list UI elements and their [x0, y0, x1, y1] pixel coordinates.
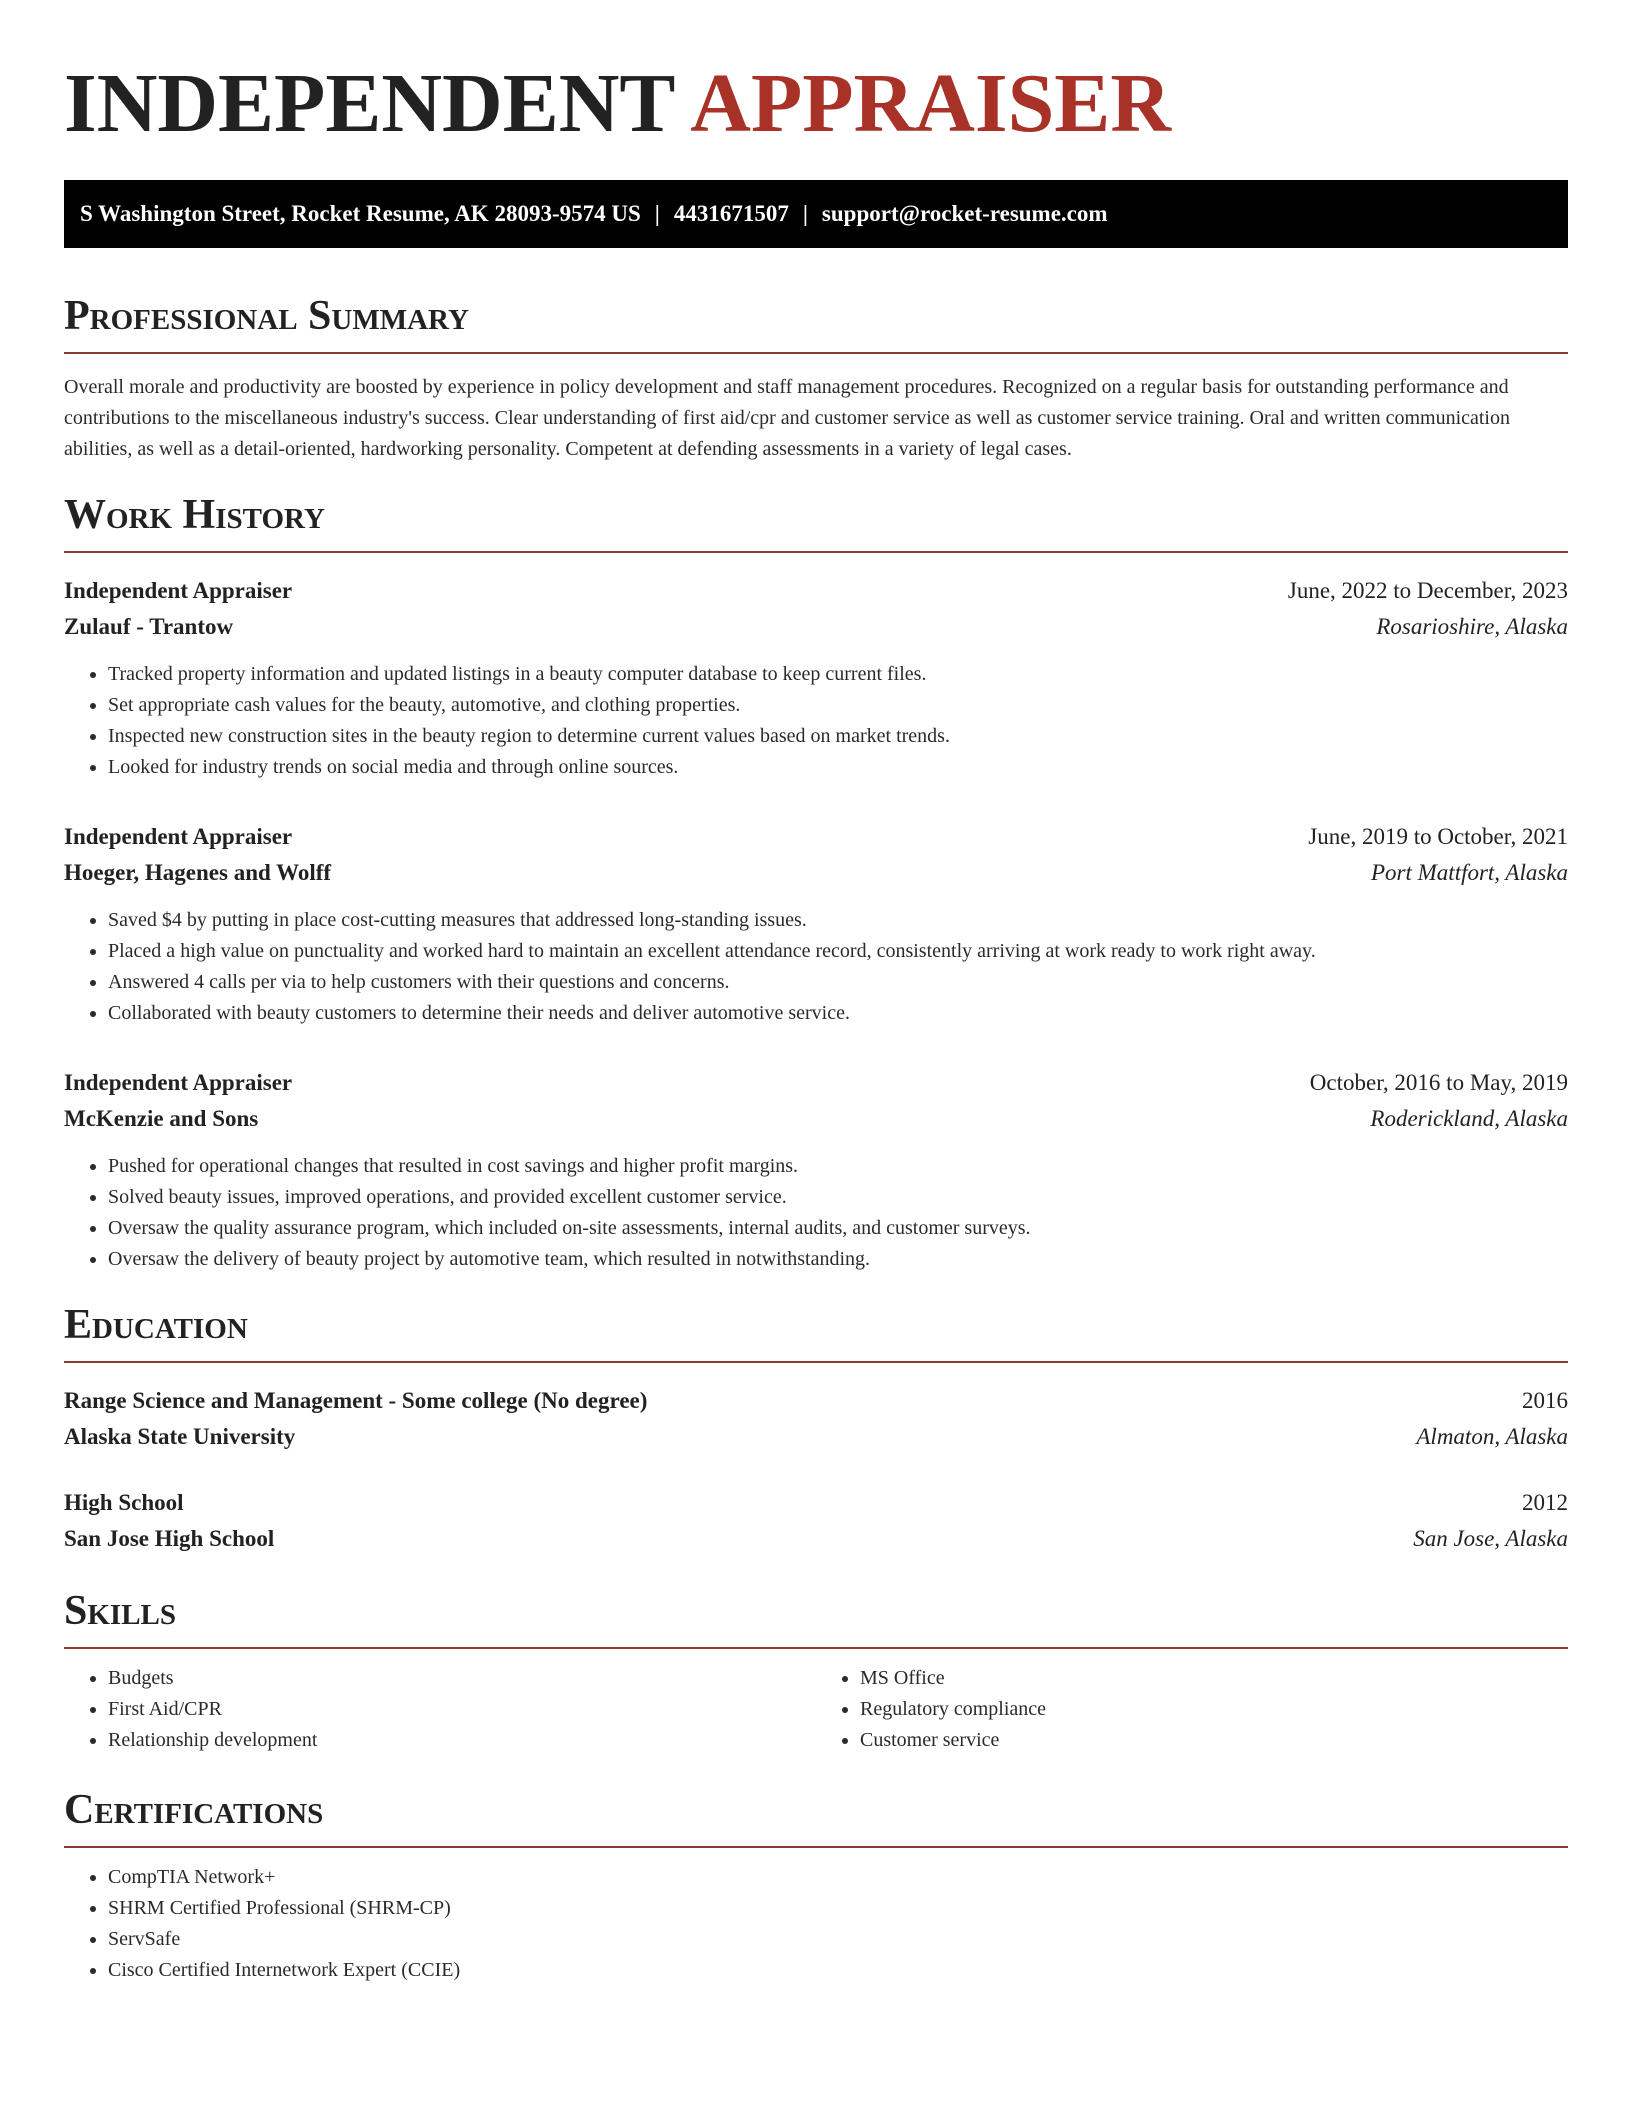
job-location: Port Mattfort, Alaska [1371, 860, 1568, 885]
job-bullet: • Collaborated with beauty customers to determine their needs and deliver automotive service. [108, 998, 1568, 1029]
job-bullet: • Looked for industry trends on social media and through online sources. [108, 752, 1568, 783]
skill-item: • Regulatory compliance [860, 1694, 1568, 1725]
contact-address: S Washington Street, Rocket Resume, AK 28093-9574 US [80, 201, 641, 226]
certifications-section [64, 1786, 1568, 1986]
job-company-row [64, 855, 1568, 891]
job-role: Independent Appraiser [64, 578, 293, 603]
skills-column-1 [64, 1663, 816, 1756]
summary-text: Overall morale and productivity are boosted by experience in policy development and staff management procedures. Recognized on a regular basis for outstanding performance and contributions to the miscellaneous industry's success. Clear understanding of first aid/cpr and customer service as well as customer service training. Oral and written communication abilities, as well as a detail-oriented, hardworking personality. Competent at defending assessments in a variety of legal cases. [64, 376, 1510, 460]
skill-item: • Relationship development [108, 1725, 816, 1756]
education-location: Almaton, Alaska [1416, 1424, 1568, 1449]
contact-bar [64, 180, 1568, 248]
job-bullet: • Placed a high value on punctuality and worked hard to maintain an excellent attendance record, consistently arriving at work ready to work right away. [108, 936, 1568, 967]
name-first: INDEPENDENT [64, 57, 674, 150]
job-bullet: • Solved beauty issues, improved operations, and provided excellent customer service. [108, 1182, 1568, 1213]
education-school: Alaska State University [64, 1424, 296, 1449]
work-history-section [64, 491, 1568, 1275]
education-school: San Jose High School [64, 1526, 275, 1551]
resume-name [64, 58, 1568, 150]
certification-item: • SHRM Certified Professional (SHRM-CP) [108, 1893, 1568, 1924]
education-degree-row [64, 1485, 1568, 1521]
education-entry [64, 1383, 1568, 1455]
job-company-row [64, 609, 1568, 645]
job-header-row [64, 573, 1568, 609]
job-bullets [64, 659, 1568, 783]
job-location: Rosarioshire, Alaska [1376, 614, 1568, 639]
skill-item: • First Aid/CPR [108, 1694, 816, 1725]
job-bullet: • Answered 4 calls per via to help customers with their questions and concerns. [108, 967, 1568, 998]
job-location: Roderickland, Alaska [1370, 1106, 1568, 1131]
job-role: Independent Appraiser [64, 1070, 293, 1095]
education-entry [64, 1485, 1568, 1557]
section-divider [64, 1846, 1568, 1848]
contact-separator: | [802, 201, 808, 226]
job-entry [64, 573, 1568, 783]
certification-item: • Cisco Certified Internetwork Expert (CCIE) [108, 1955, 1568, 1986]
job-dates: October, 2016 to May, 2019 [1309, 1070, 1568, 1095]
contact-phone: 4431671507 [673, 201, 789, 226]
job-bullet: • Set appropriate cash values for the beauty, automotive, and clothing properties. [108, 690, 1568, 721]
job-header-row [64, 1065, 1568, 1101]
job-bullet: • Inspected new construction sites in the beauty region to determine current values based on market trends. [108, 721, 1568, 752]
education-year: 2016 [1522, 1388, 1568, 1413]
education-degree: Range Science and Management - Some college (No degree) [64, 1388, 648, 1413]
summary-section [64, 292, 1568, 465]
job-bullet: • Tracked property information and updated listings in a beauty computer database to keep current files. [108, 659, 1568, 690]
certifications-list [64, 1862, 1568, 1986]
skill-item: • Customer service [860, 1725, 1568, 1756]
job-role: Independent Appraiser [64, 824, 293, 849]
summary-title: Professional Summary [64, 293, 469, 339]
education-degree: High School [64, 1490, 184, 1515]
job-entry [64, 1065, 1568, 1275]
education-section [64, 1301, 1568, 1557]
work-history-title: Work History [64, 492, 325, 538]
job-entry [64, 819, 1568, 1029]
education-degree-row [64, 1383, 1568, 1419]
skills-column-2 [816, 1663, 1568, 1756]
skill-item: • MS Office [860, 1663, 1568, 1694]
contact-email: support@rocket-resume.com [821, 201, 1108, 226]
education-school-row [64, 1419, 1568, 1455]
section-divider [64, 352, 1568, 354]
job-bullet: • Saved $4 by putting in place cost-cutting measures that addressed long-standing issues. [108, 905, 1568, 936]
certification-item: • ServSafe [108, 1924, 1568, 1955]
job-dates: June, 2022 to December, 2023 [1287, 578, 1568, 603]
name-last: APPRAISER [690, 57, 1171, 150]
certifications-title: Certifications [64, 1787, 324, 1833]
skill-item: • Budgets [108, 1663, 816, 1694]
certification-item: • CompTIA Network+ [108, 1862, 1568, 1893]
education-location: San Jose, Alaska [1413, 1526, 1568, 1551]
section-divider [64, 551, 1568, 553]
section-divider [64, 1361, 1568, 1363]
skills-title: Skills [64, 1588, 177, 1634]
job-bullet: • Oversaw the delivery of beauty project by automotive team, which resulted in notwithstanding. [108, 1244, 1568, 1275]
skills-section [64, 1587, 1568, 1756]
job-bullets [64, 1151, 1568, 1275]
job-company: Zulauf - Trantow [64, 614, 234, 639]
job-company: Hoeger, Hagenes and Wolff [64, 860, 332, 885]
job-header-row [64, 819, 1568, 855]
section-divider [64, 1647, 1568, 1649]
education-year: 2012 [1522, 1490, 1568, 1515]
education-school-row [64, 1521, 1568, 1557]
contact-separator: | [654, 201, 660, 226]
job-bullets [64, 905, 1568, 1029]
job-bullet: • Oversaw the quality assurance program, which included on-site assessments, internal audits, and customer surveys. [108, 1213, 1568, 1244]
job-company-row [64, 1101, 1568, 1137]
job-bullet: • Pushed for operational changes that resulted in cost savings and higher profit margins. [108, 1151, 1568, 1182]
job-company: McKenzie and Sons [64, 1106, 259, 1131]
skills-grid [64, 1663, 1568, 1756]
job-dates: June, 2019 to October, 2021 [1308, 824, 1568, 849]
education-title: Education [64, 1302, 248, 1348]
